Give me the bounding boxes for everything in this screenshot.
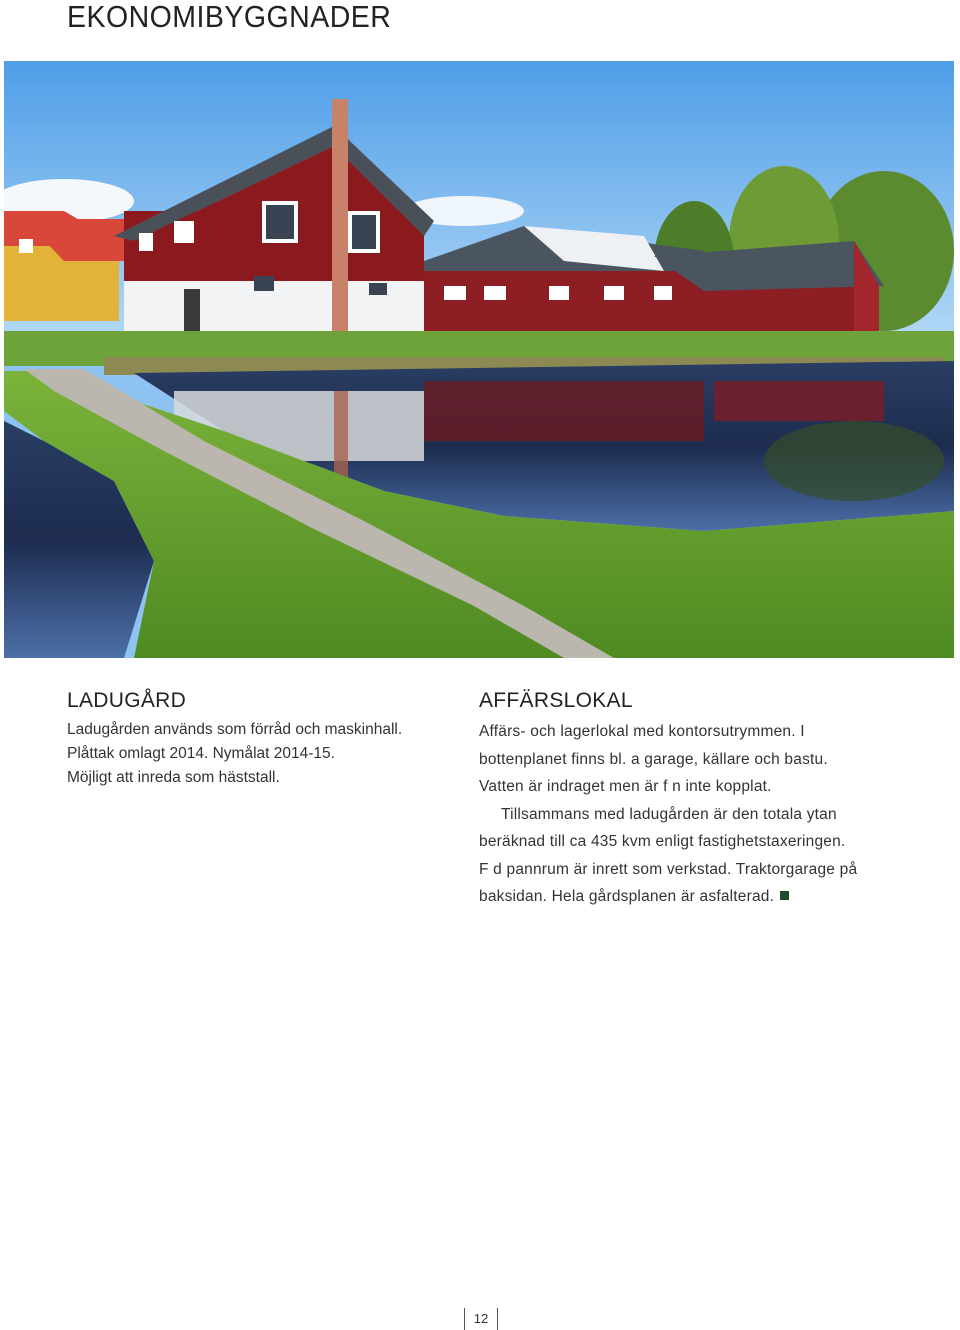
ladugard-line: Möjligt att inreda som häststall. [67,769,280,786]
affarslokal-line: bottenplanet finns bl. a garage, källare och bastu. [479,750,828,768]
ladugard-line: Ladugården används som förråd och maskinhall. [67,721,403,738]
ladugard-heading: LADUGÅRD [67,689,187,712]
affarslokal-body [479,718,909,911]
affarslokal-line: baksidan. Hela gårdsplanen är asfalterad. [479,888,775,905]
affarslokal-line: Affärs- och lagerlokal med kontorsutrymmen. I [479,723,805,740]
affarslokal-heading: AFFÄRSLOKAL [479,689,633,712]
farm-photo [4,61,954,658]
affarslokal-line: Tillsammans med ladugården är den totala ytan [501,805,837,823]
end-mark-icon [780,891,789,900]
page-title: EKONOMIBYGGNADER [67,0,392,34]
affarslokal-line: Vatten är indraget men är f n inte kopplat. [479,778,772,795]
ladugard-line: Plåttak omlagt 2014. Nymålat 2014-15. [67,745,335,762]
affarslokal-last-line [479,883,909,911]
ladugard-body [67,718,447,790]
affarslokal-line: beräknad till ca 435 kvm enligt fastighetstaxeringen. [479,833,846,850]
affarslokal-section [479,688,909,911]
ladugard-section [67,688,447,790]
page-number: 12 [464,1308,498,1330]
affarslokal-line: F d pannrum är inrett som verkstad. Traktorgarage på [479,860,858,878]
